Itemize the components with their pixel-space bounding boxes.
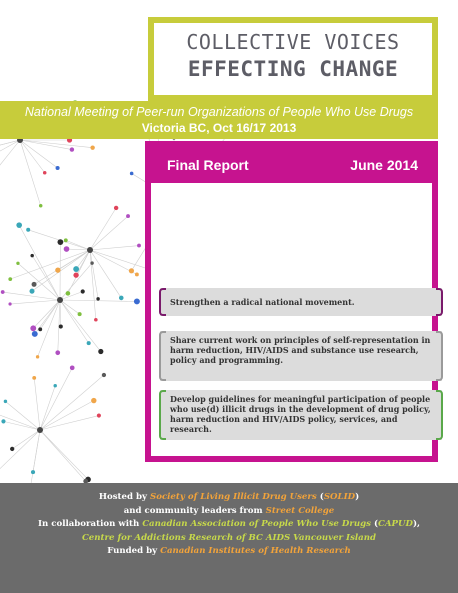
network-node [38, 327, 42, 331]
network-edge [90, 208, 116, 250]
network-node [102, 373, 106, 377]
network-node [29, 289, 34, 294]
network-edge [0, 140, 20, 195]
network-node [90, 261, 93, 264]
network-node [30, 325, 36, 331]
footer-credits [0, 483, 458, 593]
network-edge [40, 401, 94, 430]
bracket-right [436, 390, 443, 440]
network-node [10, 447, 14, 451]
network-node [8, 277, 12, 281]
bracket-left [159, 390, 166, 440]
host-org: Society of Living Illicit Drug Users [150, 492, 317, 502]
network-edge [20, 140, 45, 173]
network-node [32, 282, 37, 287]
capud-org: Canadian Association of People Who Use Drugs [142, 519, 371, 529]
network-node [137, 244, 141, 248]
network-node [114, 206, 118, 210]
funded-by-line: Funded by Canadian Institutes of Health Research [107, 546, 351, 556]
network-node [96, 297, 99, 300]
network-edge [0, 410, 40, 430]
network-edge [90, 216, 128, 250]
report-label: Final Report [167, 157, 249, 173]
network-node [94, 318, 98, 322]
network-edge [40, 430, 86, 481]
network-node [73, 272, 78, 277]
network-node [78, 312, 82, 316]
network-node [16, 222, 22, 228]
network-edge [20, 140, 58, 168]
network-node [126, 214, 130, 218]
avi-org: AIDS Vancouver Island [265, 532, 377, 543]
network-node [64, 246, 70, 252]
network-node [134, 298, 140, 304]
network-node [36, 355, 39, 358]
title [154, 23, 432, 95]
network-edge [60, 300, 89, 343]
network-edge [10, 300, 60, 304]
network-edge [90, 250, 121, 298]
bracket-left [159, 288, 166, 316]
network-edge [32, 250, 90, 291]
network-node [98, 349, 103, 354]
network-node [97, 413, 101, 417]
network-node [90, 145, 94, 149]
network-node [26, 228, 30, 232]
network-node [53, 384, 56, 387]
network-node [4, 400, 7, 403]
network-hub [37, 427, 43, 433]
objective-text: Develop guidelines for meaningful participation of people who use(d) illicit drugs in the development of drug policy, harm reduction and HIV/AIDS policy, services, and research. [170, 394, 431, 434]
network-edge [76, 250, 90, 269]
objective-item [160, 288, 442, 316]
subtitle-band [0, 101, 438, 139]
network-node [1, 419, 5, 423]
network-node [32, 331, 38, 337]
network-edge [20, 140, 41, 206]
network-node [135, 273, 139, 277]
collaboration-line: In collaboration with Canadian Association of People Who Use Drugs (CAPUD), [37, 519, 421, 529]
network-edge [90, 246, 139, 250]
network-node [87, 341, 91, 345]
hosted-by-line: Hosted by Society of Living Illicit Drug Users (SOLID) [98, 492, 360, 502]
network-node [1, 290, 5, 294]
host-abbr: SOLID [323, 492, 356, 502]
community-leaders-line: and community leaders from Street College [123, 505, 335, 516]
network-node [70, 365, 75, 370]
network-node [43, 171, 47, 175]
network-edge [33, 300, 60, 328]
network-node [8, 302, 11, 305]
street-college: Street College [265, 505, 335, 516]
collaboration-line-2 [0, 532, 458, 546]
network-edge [40, 368, 72, 430]
network-node [73, 266, 79, 272]
title-line-1: COLLECTIVE VOICES [186, 30, 400, 54]
network-edge [90, 250, 98, 299]
network-edge [0, 140, 20, 153]
network-edge [19, 225, 60, 300]
objective-item [160, 331, 442, 381]
network-edge [0, 430, 40, 487]
network-edge [30, 430, 40, 488]
network-edge [90, 250, 96, 320]
network-node [119, 296, 124, 301]
network-node [55, 350, 60, 355]
network-node [16, 262, 19, 265]
objective-text: Strengthen a radical national movement. [170, 297, 355, 307]
capud-abbr: CAPUD [378, 519, 413, 529]
network-node [91, 398, 96, 403]
network-node [31, 470, 35, 474]
network-node [66, 291, 71, 296]
network-edge [12, 430, 40, 449]
network-node [70, 147, 74, 151]
network-node [32, 376, 36, 380]
carbc-org: Centre for Addictions Research of BC [81, 532, 263, 543]
network-edge [67, 249, 90, 250]
network-hub [87, 247, 93, 253]
network-node [130, 172, 134, 176]
network-node [56, 166, 60, 170]
funder: Canadian Institutes of Health Research [160, 546, 351, 556]
event-location-date: Victoria BC, Oct 16/17 2013 [141, 121, 297, 135]
network-hub [57, 297, 63, 303]
report-date: June 2014 [350, 157, 418, 173]
network-edge [34, 378, 40, 430]
meeting-subtitle: National Meeting of Peer-run Organizations of People Who Use Drugs [24, 105, 414, 119]
network-node [57, 239, 63, 245]
network-node [64, 238, 68, 242]
bracket-right [436, 331, 443, 381]
objective-item [160, 390, 442, 440]
report-header [151, 147, 432, 183]
network-node [30, 254, 33, 257]
network-node [81, 289, 85, 293]
network-node [39, 204, 42, 207]
network-edge [40, 430, 88, 479]
title-line-2: EFFECTING CHANGE [187, 57, 399, 81]
bracket-right [436, 288, 443, 316]
title-box [148, 17, 438, 101]
network-node [129, 268, 134, 273]
network-node [59, 324, 63, 328]
bracket-left [159, 331, 166, 381]
objective-text: Share current work on principles of self-representation in harm reduction, HIV/AIDS and substance use research, policy and programming. [170, 335, 431, 365]
network-node [55, 267, 60, 272]
